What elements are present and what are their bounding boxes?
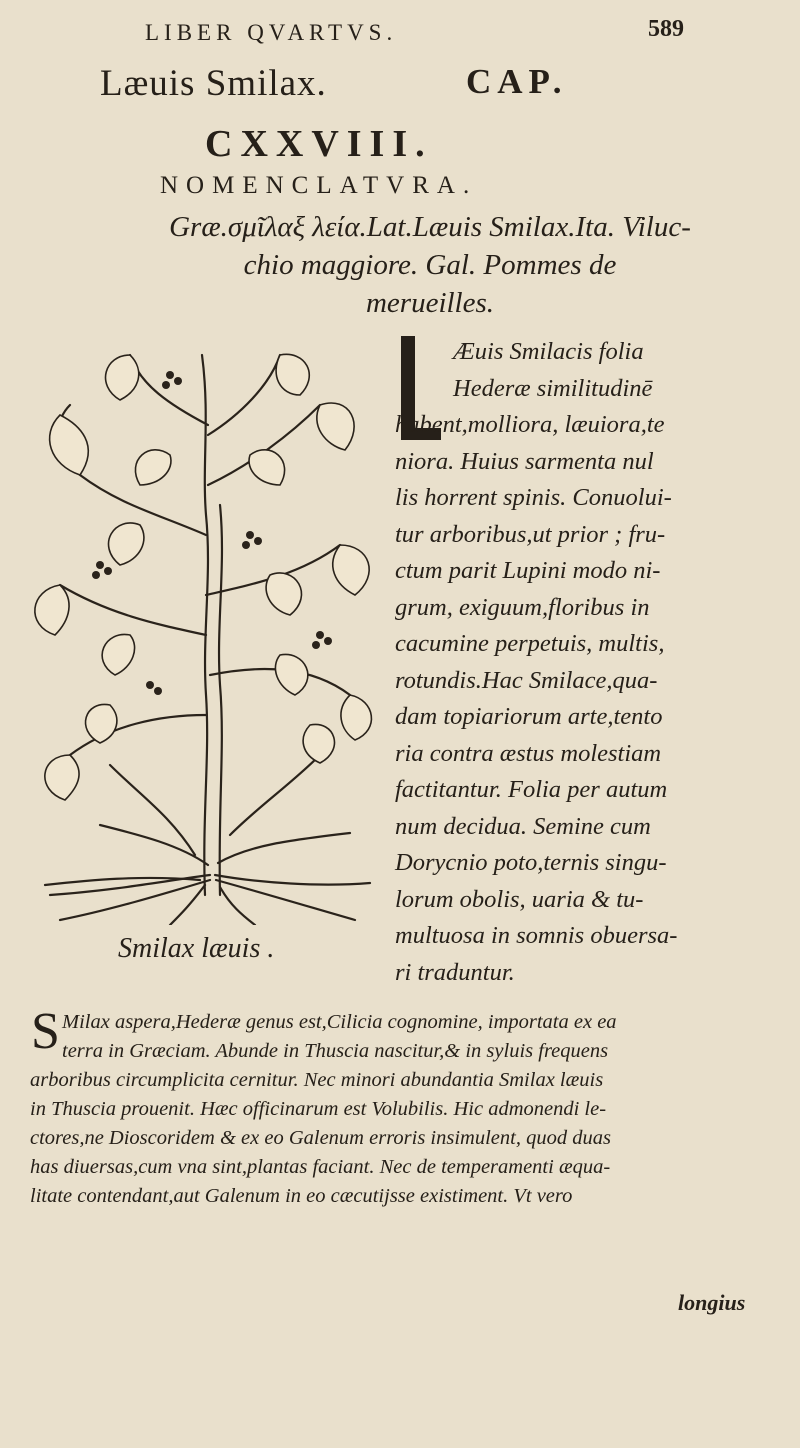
- commentary-line: Milax aspera,Hederæ genus est,Cilicia cognomine, importata ex ea: [62, 1011, 617, 1033]
- commentary-line: litate contendant,aut Galenum in eo cæcutijsse existiment. Vt vero: [30, 1185, 573, 1207]
- commentary-initial-s: S: [31, 1003, 60, 1060]
- description-line: ri traduntur.: [395, 958, 515, 986]
- chapter-number: CXXVIII.: [205, 123, 433, 165]
- description-line: factitantur. Folia per autum: [395, 776, 668, 803]
- commentary-line: has diuersas,cum vna sint,plantas faciant. Nec de temperamenti æqua-: [30, 1156, 611, 1178]
- names-line-3: merueilles.: [365, 287, 495, 319]
- running-head: LIBER QVARTVS.: [145, 20, 398, 45]
- chapter-label: CAP.: [466, 62, 568, 101]
- plant-woodcut-illustration: [20, 335, 390, 925]
- description-line: Dorycnio poto,ternis singu-: [395, 849, 667, 876]
- description-line: multuosa in somnis obuersa-: [395, 922, 678, 949]
- description-line: rotundis.Hac Smilace,qua-: [395, 666, 658, 694]
- commentary-text: [30, 1003, 770, 1211]
- description-line: ctum parit Lupini modo ni-: [395, 557, 661, 584]
- description-line: lorum obolis, uaria & tu-: [395, 885, 644, 913]
- nomenclatura-heading: NOMENCLATVRA.: [160, 172, 478, 199]
- commentary-line: arboribus circumplicita cernitur. Nec minori abundantia Smilax læuis: [30, 1069, 604, 1091]
- description-line: lis horrent spinis. Conuolui-: [395, 484, 672, 511]
- nomenclature-names: [120, 208, 740, 322]
- commentary-line: in Thuscia prouenit. Hæc officinarum est Volubilis. Hic admonendi le-: [30, 1098, 607, 1120]
- description-line: cacumine perpetuis, multis,: [395, 630, 665, 657]
- description-line: Æuis Smilacis folia: [453, 338, 644, 365]
- description-line: tur arboribus,ut prior ; fru-: [395, 520, 666, 548]
- description-line: niora. Huius sarmenta nul: [395, 447, 654, 475]
- description-line: habent,molliora, læuiora,te: [395, 411, 665, 438]
- commentary-line: terra in Græciam. Abunde in Thuscia nascitur,& in syluis frequens: [62, 1040, 609, 1062]
- description-line: ria contra æstus molestiam: [395, 739, 662, 767]
- plant-description: [395, 334, 730, 991]
- commentary-line: ctores,ne Dioscoridem & ex eo Galenum erroris insimulent, quod duas: [30, 1127, 611, 1149]
- description-line: num decidua. Semine cum: [395, 812, 651, 840]
- chapter-title: Læuis Smilax.: [100, 63, 327, 104]
- plant-caption: Smilax læuis .: [118, 933, 275, 964]
- description-line: dam topiariorum arte,tento: [395, 703, 663, 730]
- description-line: grum, exiguum,floribus in: [395, 593, 650, 621]
- page-number: 589: [648, 16, 684, 42]
- description-line: Hederæ similitudinē: [453, 374, 653, 402]
- names-line-2: chio maggiore. Gal. Pommes de: [243, 249, 617, 281]
- catchword: longius: [678, 1290, 746, 1315]
- names-line-1: Græ.σμῖλαξ λεία.Lat.Læuis Smilax.Ita. Viluc-: [169, 211, 691, 243]
